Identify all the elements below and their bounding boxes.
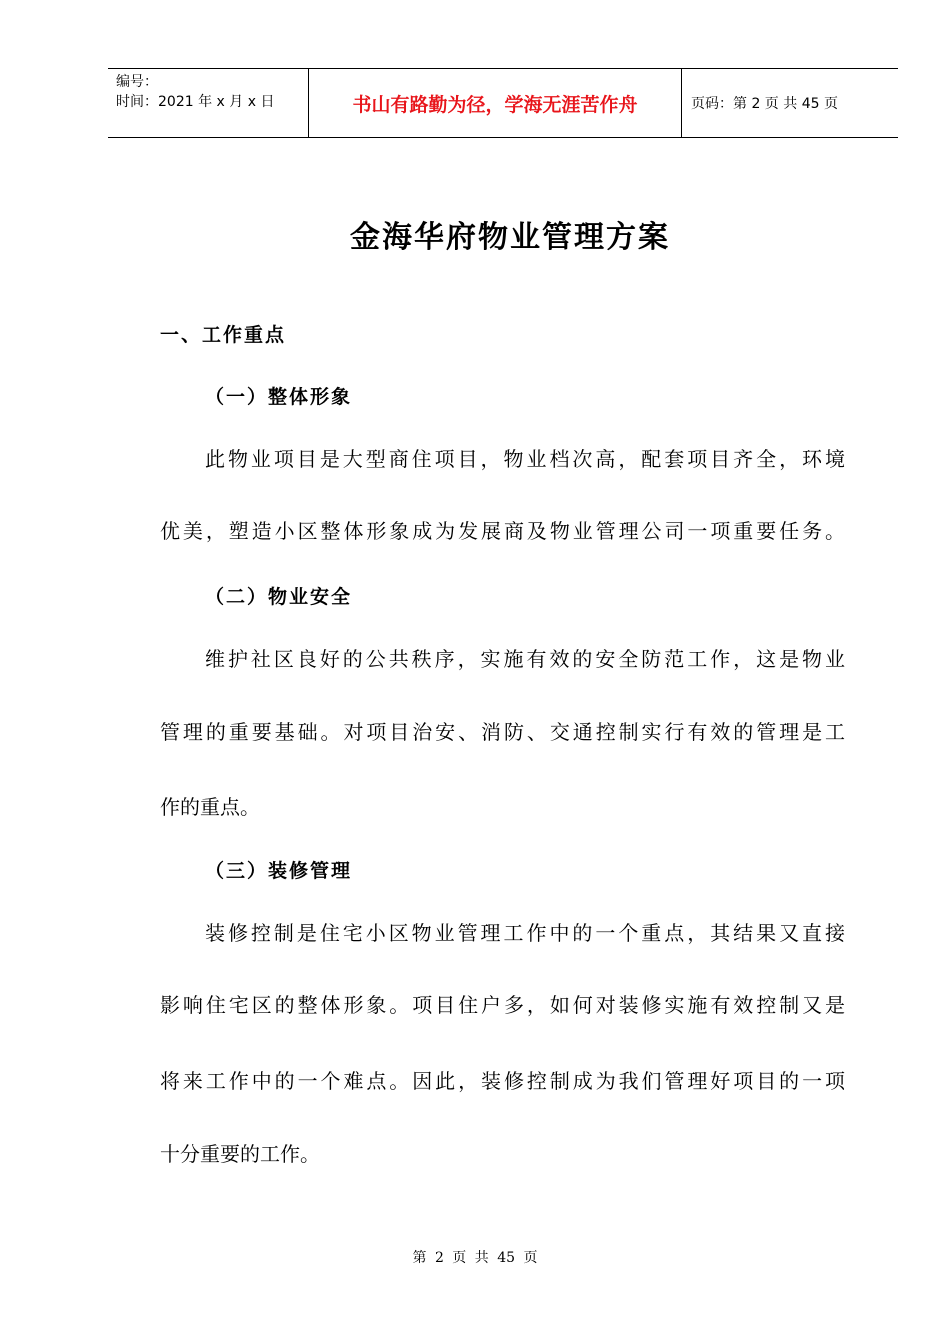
document-title: 金海华府物业管理方案 [350,220,670,255]
header-number-label: 编号： [116,74,158,90]
section-heading: 一、工作重点 [160,324,287,346]
paragraph-line: 维护社区良好的公共秩序，实施有效的安全防范工作，这是物业 [205,647,845,671]
paragraph-line: 优美，塑造小区整体形象成为发展商及物业管理公司一项重要任务。 [160,519,845,543]
subsection-heading-2: （二）物业安全 [205,586,353,608]
subsection-heading-1: （一）整体形象 [205,386,353,408]
paragraph-line: 管理的重要基础。对项目治安、消防、交通控制实行有效的管理是工 [160,720,845,744]
page-footer: 第 2 页 共 45 页 [412,1250,538,1266]
header-meta [108,69,309,137]
paragraph-line: 十分重要的工作。 [160,1142,320,1166]
subsection-heading-3: （三）装修管理 [205,860,353,882]
header-time-label: 时间：2021 年 x 月 x 日 [116,94,275,110]
header-motto: 书山有路勤为径，学海无涯苦作舟 [309,69,682,137]
paragraph-line: 影响住宅区的整体形象。项目住户多，如何对装修实施有效控制又是 [160,993,845,1017]
paragraph-line: 装修控制是住宅小区物业管理工作中的一个重点，其结果又直接 [205,921,845,945]
paragraph-line: 将来工作中的一个难点。因此，装修控制成为我们管理好项目的一项 [160,1069,845,1093]
page-header [108,68,898,138]
paragraph-line: 作的重点。 [160,795,260,819]
paragraph-line: 此物业项目是大型商住项目，物业档次高，配套项目齐全，环境 [205,447,845,471]
header-page-label: 页码：第 2 页 共 45 页 [691,96,838,112]
